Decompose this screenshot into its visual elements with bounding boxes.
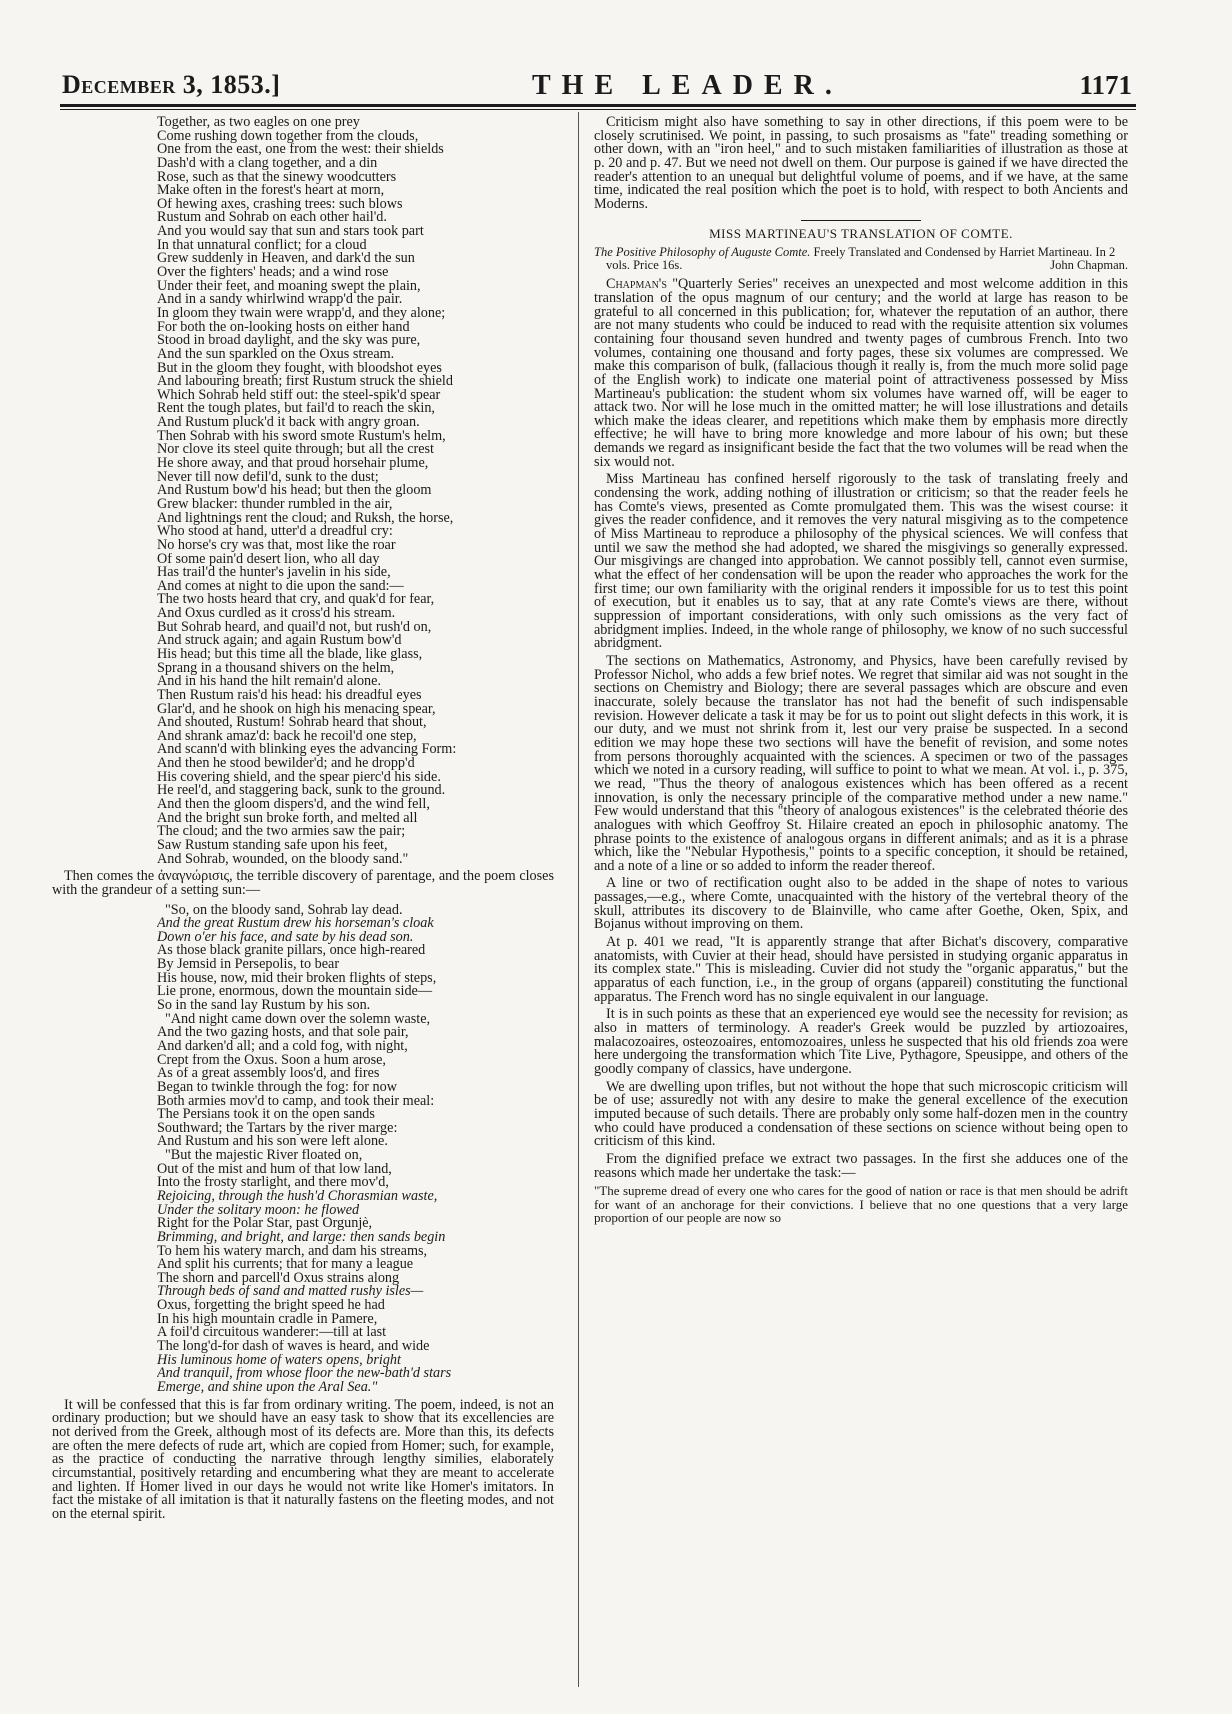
verse-line: The Persians took it on the open sands [157,1108,375,1122]
verse-line: The two hosts heard that cry, and quak'd for fear, [157,593,435,608]
verse-line: Of hewing axes, crashing trees: such blows [157,197,403,212]
verse-line: No horse's cry was that, most like the roar [157,538,396,553]
newspaper-title: THE LEADER. [532,70,843,101]
left-column [52,116,554,1522]
verse-line: "So, on the bloody sand, Sohrab lay dead. [165,903,403,918]
poem-excerpt-combat [52,116,554,866]
verse-line: And Sohrab, wounded, on the bloody sand." [157,852,409,867]
verse-line: Over the fighters' heads; and a wind rose [157,266,389,280]
verse-line: Through beds of sand and matted rushy isles— [157,1285,424,1300]
verse-line: Rejoicing, through the hush'd Chorasmian waste, [157,1190,438,1204]
verse-line: Oxus, forgetting the bright speed he had [157,1299,385,1313]
verse-line: But Sohrab heard, and quail'd not, but rush'd on, [157,620,432,635]
book-citation [594,246,1128,272]
verse-line: Then Sohrab with his sword smote Rustum's helm, [157,429,446,444]
verse-line: Sprang in a thousand shivers on the helm, [157,661,395,676]
verse-line: To hem his watery march, and dam his streams, [157,1244,428,1259]
verse-line: And struck again; and again Rustum bow'd [157,634,402,648]
verse-line: Out of the mist and hum of that low land, [157,1162,392,1177]
verse-line: His house, now, mid their broken flights of steps, [157,971,437,986]
verse-line: By Jemsid in Persepolis, to bear [157,958,340,972]
verse-line: Glar'd, and he shook on high his menacing spear, [157,702,436,717]
review-paragraph-8: From the dignified preface we extract two passages. In the first she adduces one of the reasons which made her undertake the task:— [594,1150,1128,1181]
verse-line: Rustum and Sohrab on each other hail'd. [157,211,387,226]
book-title: The Positive Philosophy of Auguste Comte. [594,245,811,260]
verse-line: His covering shield, and the spear pierc'd his side. [157,770,441,785]
review-paragraph-7: We are dwelling upon trifles, but not without the hope that such microscopic criticism will be of use; assuredly not with any desire to make the general excellence of the execution imputed because of such details. There are probably only some half-dozen men in the country who could have produced a condensation of these sections on science without being open to criticism of this kind. [594,1078,1128,1150]
verse-line: And shouted, Rustum! Sohrab heard that shout, [157,716,427,730]
verse-line: Then Rustum rais'd his head: his dreadful eyes [157,688,422,703]
verse-line: One from the east, one from the west: their shields [157,143,444,157]
verse-line: Grew blacker: thunder rumbled in the air, [157,497,393,512]
verse-line: Brimming, and bright, and large: then sands begin [157,1230,446,1245]
verse-line: Down o'er his face, and sate by his dead son. [157,930,414,945]
verse-line: Under the solitary moon: he flowed [157,1203,360,1218]
masthead-rule-thin [60,109,1136,110]
verse-line: And Rustum pluck'd it back with angry groan. [157,416,420,430]
verse-line: Saw Rustum standing safe upon his feet, [157,838,388,853]
verse-line: Rose, such as that the sinewy woodcutters [157,170,397,185]
verse-line: "And night came down over the solemn waste, [165,1012,431,1027]
verse-line: Make often in the forest's heart at morn, [157,184,385,198]
verse-line: And in his hand the hilt remain'd alone. [157,675,381,689]
verse-line: Has trail'd the hunter's javelin in his side, [157,566,391,580]
verse-line: And then the gloom dispers'd, and the wind fell, [157,798,430,812]
verse-line: And lightnings rent the cloud; and Ruksh, the horse, [157,511,454,526]
masthead [62,70,1132,104]
verse-line: In that unnatural conflict; for a cloud [157,238,367,253]
verse-line: Both armies mov'd to camp, and took their meal: [157,1094,435,1109]
verse-line: Come rushing down together from the clouds, [157,129,419,144]
review-paragraph-1-text: "Quarterly Series" receives an unexpected and most welcome addition in this translation of the opus magnum of our century; and the world at large has reason to be grateful to all concerned in this publication; for, whatever the reputation of an author, there are not many students who could be induced to read with the requisite attention six volumes containing four thousand seven hundred and twenty pages of cumbrous French. Into two volumes, containing one thousand and forty pages, these six volumes are compressed. We make this comparison of bulk, (fallacious though it really is, from the much more solid page of the English work) to indicate one material point of attractiveness possessed by Miss Martineau's publication: the student whom six volumes have warned off, will be eager to attack two. Nor will he lose much in the omitted matter; he will lose illustrations and details which make the ideas clearer, and repetitions which make them by emphasis more directly effective; he will have to bring more knowledge and more labour of his own; but these demands we regard as insignificant beside the fact that the two volumes will be read when the six would not. [594,276,1129,470]
verse-line: A foil'd circuitous wanderer:—till at last [157,1326,387,1341]
verse-line: The long'd-for dash of waves is heard, and wide [157,1340,430,1354]
review-paragraph-4: A line or two of rectification ought also to be added in the shape of notes to various passages,—e.g., where Comte, unacquainted with the history of the vertebral theory of the skull, attributes its discovery to de Blainville, who came after Goethe, Oken, Spix, and Bojanus without improving on them. [594,875,1128,933]
verse-line: He reel'd, and staggering back, sunk to the ground. [157,784,446,799]
review-heading: MISS MARTINEAU'S TRANSLATION OF COMTE. [709,225,1013,241]
preface-quote: "The supreme dread of every one who cares for the good of nation or race is that men should be adrift for want of an anchorage for their convictions. I believe that no one questions that a very large proportion of our people are now so [594,1183,1128,1225]
verse-line: And tranquil, from whose floor the new-bath'd stars [157,1367,452,1381]
verse-line: The cloud; and the two armies saw the pair; [157,825,406,839]
column-divider [578,112,579,1687]
verse-line: And you would say that sun and stars took part [157,225,424,239]
book-publisher: John Chapman. [1050,258,1128,273]
verse-line: Rent the tough plates, but fail'd to reach the skin, [157,402,435,417]
verse-line: So in the sand lay Rustum by his son. [157,999,371,1013]
verse-line: Together, as two eagles on one prey [157,116,360,130]
verse-line: Crept from the Oxus. Soon a hum arose, [157,1053,386,1068]
verse-line: Lie prone, enormous, down the mountain side— [157,985,433,1000]
verse-line: And the great Rustum drew his horseman's cloak [157,917,434,931]
page-number: 1171 [1079,70,1132,100]
verse-line: And scann'd with blinking eyes the advancing Form: [157,743,457,758]
verse-line: Never till now defil'd, sunk to the dust; [157,470,379,485]
masthead-rule [60,104,1136,107]
verse-line: The shorn and parcell'd Oxus strains along [157,1271,400,1286]
bridge-paragraph: Then comes the ἀναγνώρισις, the terrible discovery of parentage, and the poem closes with the grandeur of a setting sun:— [52,868,554,898]
verse-line: In his high mountain cradle in Pamere, [157,1312,378,1327]
verse-line: Who stood at hand, utter'd a dreadful cry: [157,525,393,539]
section-divider [801,220,921,221]
verse-line: His luminous home of waters opens, bright [157,1353,401,1368]
verse-line: Nor clove its steel quite through; but all the crest [157,443,434,458]
right-column [594,116,1128,1237]
review-paragraph-1 [594,278,1128,469]
verse-line: And Rustum and his son were left alone. [157,1135,388,1150]
verse-line: And Oxus curdled as it cross'd his stream. [157,607,396,621]
verse-line: He shore away, and that proud horsehair plume, [157,457,429,471]
closing-paragraph: It will be confessed that this is far from ordinary writing. The poem, indeed, is not an ordinary production; but we should have an easy task to show that its excellencies are not derived from the Greek, although most of its defects are. More than this, its defects are often the mere defects of rude art, which are copied from Homer; such, for example, as the practice of conducting the narrative through lengthy similies, elaborately circumstantial, positively retarding and encumbering what they are meant to accelerate and lighten. If Homer lived in our days he would not write like Homer's imitators. In fact the mistake of all imitation is that it naturally fastens on the fleeting modes, and not on the eternal spirit. [52,1396,554,1522]
issue-date: December 3, 1853.] [62,70,281,99]
poem-excerpt-ending [52,904,554,1395]
review-paragraph-3: The sections on Mathematics, Astronomy, and Physics, have been carefully revised by Professor Nichol, who adds a few brief notes. We regret that similar aid was not sought in the sections on Chemistry and Biology; there are several passages which are obscure and even inaccurate, solely because the translator has not had the benefit of such indispensable revision. However delicate a task it may be for us to point out slight defects in this work, it is our duty, and we must not shrink from it, lest our very praise be suspected. In a second edition we may hope these two sections will have the benefit of revision, and some notes from persons thoroughly acquainted with the sciences. A specimen or two of the passages which we noted in a cursory reading, will suffice to point to what we mean. At vol. i., p. 375, we read, "Thus the theory of analogous existences which has been offered as a recent innovation, is only the necessary principle of the comparative method under a new name." Few would understand that this "theory of analogous existences" is the celebrated théorie des analogues with which Geoffroy St. Hilaire created an epoch in philosophic anatomy. The phrase points to the existence of analogous organs in different animals; and as it is a phrase which, like the "Nebular Hypothesis," points to a specific conception, it should be retained, and a note of a line or so added to inform the reader thereof. [594,652,1128,874]
verse-line: And shrank amaz'd: back he recoil'd one step, [157,729,417,744]
verse-line: And the sun sparkled on the Oxus stream. [157,347,395,362]
verse-line: Grew suddenly in Heaven, and dark'd the sun [157,252,415,267]
verse-line: Right for the Polar Star, past Orgunjè, [157,1217,373,1231]
review-paragraph-6: It is in such points as these that an experienced eye would see the necessity for revision; as also in matters of terminology. A reader's Greek would be puzzled by artiozoaires, malacozoaires, osteozoaires, entomozoaires, unless he suspected that his old friends zoa were here undergoing the transformation which Tite Live, Pythagore, Speusippe, and others of the goodly company of classics, have undergone. [594,1006,1128,1077]
verse-line: For both the on-looking hosts on either hand [157,320,410,335]
verse-line: His head; but this time all the blade, like glass, [157,647,423,662]
verse-line: And in a sandy whirlwind wrapp'd the pair. [157,293,403,307]
review-paragraph-5: At p. 401 we read, "It is apparently strange that after Bichat's discovery, comparative anatomists, with Cuvier at their head, should have persisted in studying organic apparatus in its complex state." This is misleading. Cuvier did not study the "organic apparatus," but the apparatus of each function, i.e., in the group of organs (appareil) constituting the functional apparatus. The French word has no single equivalent in our language. [594,934,1128,1005]
verse-line: And labouring breath; first Rustum struck the shield [157,375,453,389]
verse-line: As of a great assembly loos'd, and fires [157,1067,380,1081]
verse-line: Into the frosty starlight, and there mov'd, [157,1176,389,1190]
lead-word: Chapman's [606,276,667,293]
verse-line: And the bright sun broke forth, and melted all [157,811,418,826]
criticism-paragraph: Criticism might also have something to say in other directions, if this poem were to be closely scrutinised. We point, in passing, to such prosaisms as "fate" treading something or other down, with an "iron heel," and to such mistaken familiarities of illustration as those at p. 20 and p. 47. But we need not dwell on them. Our purpose is gained if we have directed the reader's attention to an unequal but delightful volume of poems, and if we have, at the same time, indicated the real position which the poet is to hold, with respect to both Ancients and Moderns. [594,114,1128,212]
verse-line: Began to twinkle through the fog: for now [157,1080,397,1095]
verse-line: Stood in broad daylight, and the sky was pure, [157,334,421,348]
book-details: Freely Translated and Condensed by Harriet Martineau. In 2 vols. Price 16s. [606,245,1116,273]
verse-line: Which Sohrab held stiff out: the steel-spik'd spear [157,388,441,403]
review-paragraph-2: Miss Martineau has confined herself rigorously to the task of translating freely and condensing the work, adding nothing of illustration or criticism; so that the reader feels he has Comte's views, presented as Comte promulgated them. This was the wisest course: it gives the reader confidence, and it removes the very natural misgiving as to the competence of Miss Martineau to reproduce a philosophy of the physical sciences. We will confess that until we saw the method she had adopted, we shared the misgivings so generally expressed. Our misgivings are changed into approbation. We cannot possibly tell, cannot even surmise, what the effect of her condensation will be upon the reader who approaches the work for the first time; our own familiarity with the original renders it impossible for us to test this point of execution, but it enables us to say, that at any rate Comte's views are there, without suppression of important considerations, with only such omissions as the very fact of abridgment implies. Indeed, in the whole range of philosophy, we know of no such successful abridgment. [594,471,1128,652]
verse-line: But in the gloom they fought, with bloodshot eyes [157,361,442,376]
verse-line: As those black granite pillars, once high-reared [157,944,426,959]
verse-line: And then he stood bewilder'd; and he dropp'd [157,757,415,771]
verse-line: Of some pain'd desert lion, who all day [157,552,380,567]
verse-line: And comes at night to die upon the sand:— [157,579,404,594]
verse-line: Southward; the Tartars by the river marge: [157,1121,398,1136]
verse-line: Under their feet, and moaning swept the plain, [157,279,421,294]
verse-line: And the two gazing hosts, and that sole pair, [157,1026,409,1040]
verse-line: "But the majestic River floated on, [165,1149,363,1163]
verse-line: And Rustum bow'd his head; but then the gloom [157,484,432,498]
verse-line: Dash'd with a clang together, and a din [157,156,378,171]
verse-line: Emerge, and shine upon the Aral Sea." [157,1380,378,1395]
verse-line: And split his currents; that for many a league [157,1258,414,1272]
verse-line: And darken'd all; and a cold fog, with night, [157,1039,408,1054]
verse-line: In gloom they twain were wrapp'd, and they alone; [157,306,446,321]
